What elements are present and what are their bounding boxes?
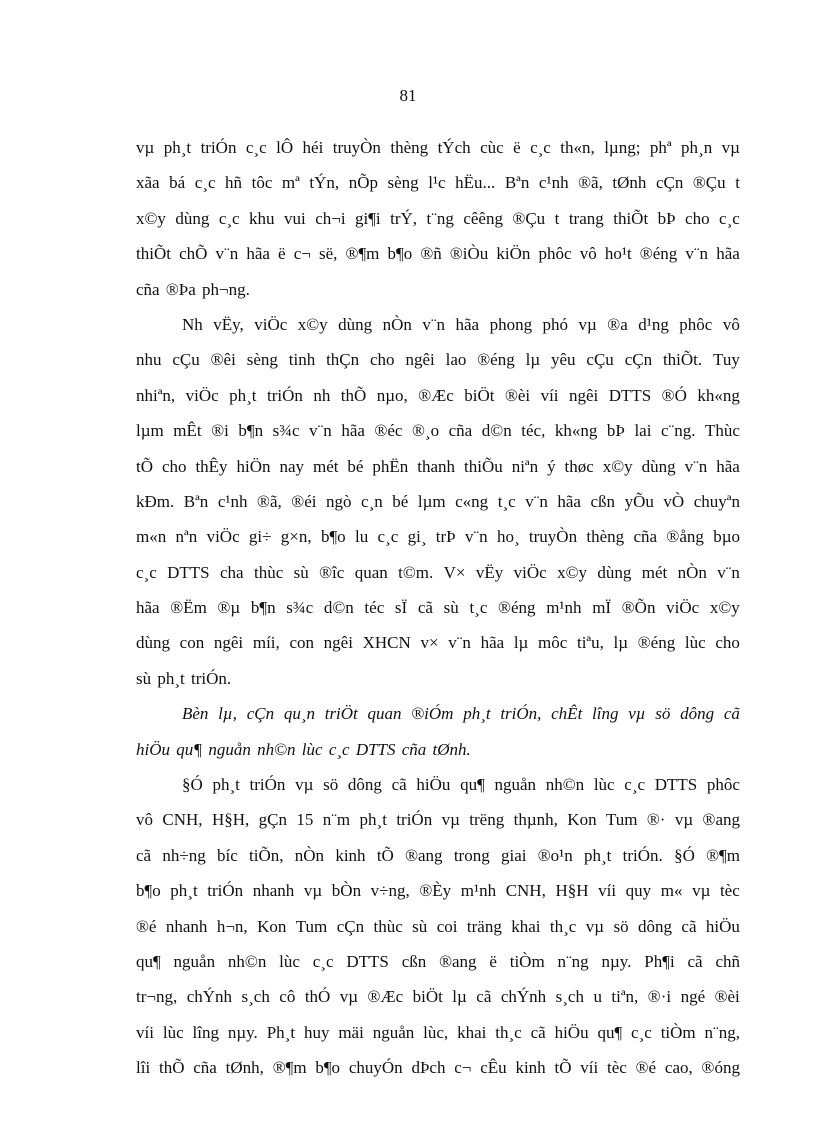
text-line: hãa ®Ëm ®µ b¶n s¾c d©n téc sÏ cã sù t¸c ®éng m¹nh mÏ ®Õn viÖc x©y — [136, 598, 740, 618]
text-line: nhu cÇu ®êi sèng tinh thÇn cho ngêi lao ®éng lµ yêu cÇu cÇn thiÕt. Tuy — [136, 350, 740, 370]
text-line: vô CNH, H§H, gÇn 15 n¨m ph¸t triÓn vµ trëng thµnh, Kon Tum ®· vµ ®ang — [136, 810, 740, 830]
text-line: dùng con ngêi míi, con ngêi XHCN v× v¨n hãa lµ môc tiªu, lµ ®éng lùc cho — [136, 633, 740, 653]
text-line: x©y dùng c¸c khu vui ch¬i gi¶i trÝ, t¨ng cêêng ®Çu t trang thiÕt bÞ cho c¸c — [136, 208, 740, 228]
text-line: víi lùc lîng nµy. Ph¸t huy mäi nguån lùc, khai th¸c cã hiÖu qu¶ c¸c tiÒm n¨ng, — [136, 1022, 740, 1042]
text-line: m«n nªn viÖc gi÷ g×n, b¶o lu c¸c gi¸ trÞ v¨n ho¸ truyÒn thèng cña ®ång bµo — [136, 527, 740, 547]
text-line: cã nh÷ng bíc tiÕn, nÒn kinh tÕ ®ang trong giai ®o¹n ph¸t triÓn. §Ó ®¶m — [136, 845, 740, 865]
text-line: vµ ph¸t triÓn c¸c lÔ héi truyÒn thèng tÝch cùc ë c¸c th«n, lµng; phª ph¸n vµ — [136, 138, 740, 157]
text-line: cña ®Þa ph¬ng. — [136, 279, 250, 299]
document-body — [136, 130, 740, 1086]
text-line: sù ph¸t triÓn. — [136, 668, 232, 688]
text-line: tr¬ng, chÝnh s¸ch cô thÓ vµ ®Æc biÖt lµ cã chÝnh s¸ch u tiªn, ®·i ngé ®èi — [136, 987, 740, 1007]
text-line: Nh vËy, viÖc x©y dùng nÒn v¨n hãa phong phó vµ ®a d¹ng phôc vô — [182, 314, 740, 334]
text-line: hiÖu qu¶ nguån nh©n lùc c¸c DTTS cña tØnh. — [136, 739, 471, 759]
text-line: xãa bá c¸c hñ tôc mª tÝn, nÕp sèng l¹c hËu... Bªn c¹nh ®ã, tØnh cÇn ®Çu t — [136, 173, 740, 193]
page-number: 81 — [399, 86, 417, 105]
text-line: §Ó ph¸t triÓn vµ sö dông cã hiÖu qu¶ nguån nh©n lùc c¸c DTTS phôc — [182, 775, 740, 795]
text-line: qu¶ nguån nh©n lùc c¸c DTTS cßn ®ang ë tiÒm n¨ng nµy. Ph¶i cã chñ — [136, 951, 740, 971]
text-line: Bèn lµ, cÇn qu¸n triÖt quan ®iÓm ph¸t triÓn, chÊt lîng vµ sö dông cã — [182, 704, 740, 724]
text-line: ®é nhanh h¬n, Kon Tum cÇn thùc sù coi träng khai th¸c vµ sö dông cã hiÖu — [136, 916, 740, 936]
text-line: b¶o ph¸t triÓn nhanh vµ bÒn v÷ng, ®Èy m¹nh CNH, H§H víi quy m« vµ tèc — [136, 881, 740, 901]
text-line: tÕ cho thÊy hiÖn nay mét bé phËn thanh thiÕu niªn ý thøc x©y dùng v¨n hãa — [136, 456, 740, 476]
text-line: c¸c DTTS cha thùc sù ®îc quan t©m. V× vËy viÖc x©y dùng mét nÒn v¨n — [136, 562, 740, 582]
text-line: kÐm. Bªn c¹nh ®ã, ®éi ngò c¸n bé lµm c«ng t¸c v¨n hãa cßn yÕu vÒ chuyªn — [136, 491, 740, 511]
text-line: lµm mÊt ®i b¶n s¾c v¨n hãa ®éc ®¸o cña d©n téc, kh«ng bÞ lai c¨ng. Thùc — [136, 421, 740, 441]
text-line: thiÕt chÕ v¨n hãa ë c¬ së, ®¶m b¶o ®ñ ®iÒu kiÖn phôc vô ho¹t ®éng v¨n hãa — [136, 244, 740, 264]
text-line: nhiªn, viÖc ph¸t triÓn nh thÕ nµo, ®Æc biÖt ®èi víi ngêi DTTS ®Ó kh«ng — [136, 385, 740, 405]
text-line: lîi thÕ cña tØnh, ®¶m b¶o chuyÓn dÞch c¬ cÊu kinh tÕ víi tèc ®é cao, ®óng — [136, 1058, 740, 1078]
